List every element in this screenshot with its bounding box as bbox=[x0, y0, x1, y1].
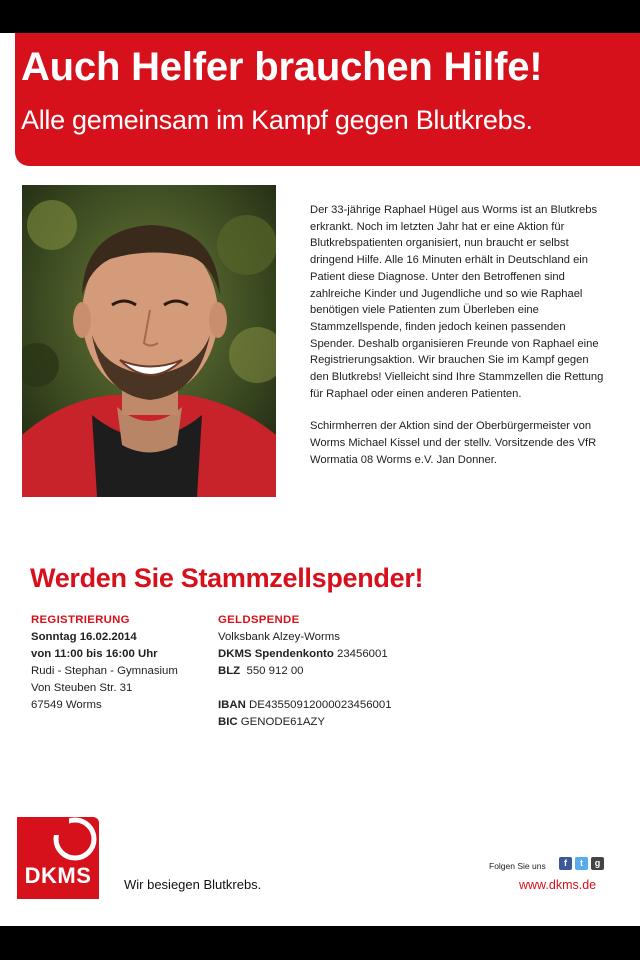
account-number: 23456001 bbox=[336, 648, 388, 660]
google-plus-icon[interactable]: g bbox=[591, 857, 604, 870]
logo-text: DKMS bbox=[24, 863, 92, 888]
story-text bbox=[310, 202, 610, 485]
blz-label: BLZ bbox=[218, 665, 241, 677]
facebook-icon[interactable]: f bbox=[559, 857, 572, 870]
header-banner bbox=[15, 33, 640, 166]
account-label: DKMS Spendenkonto bbox=[218, 648, 334, 660]
call-to-action-heading: Werden Sie Stammzellspender! bbox=[30, 563, 424, 593]
dkms-logo[interactable] bbox=[17, 817, 99, 899]
twitter-icon[interactable]: t bbox=[575, 857, 588, 870]
registration-street: Von Steuben Str. 31 bbox=[31, 682, 133, 694]
subheadline: Alle gemeinsam im Kampf gegen Blutkrebs. bbox=[21, 105, 533, 135]
flyer-page bbox=[0, 33, 640, 926]
headline: Auch Helfer brauchen Hilfe! bbox=[21, 45, 543, 89]
iban-value: DE43550912000023456001 bbox=[249, 699, 392, 711]
donation-account bbox=[218, 646, 448, 663]
registration-city: 67549 Worms bbox=[31, 699, 102, 711]
donation-blz bbox=[218, 663, 448, 680]
donation-bank: Volksbank Alzey-Worms bbox=[218, 631, 340, 643]
registration-heading: REGISTRIERUNG bbox=[31, 614, 130, 626]
story-paragraph-1: Der 33-jährige Raphael Hügel aus Worms ist an Blutkrebs erkrankt. Noch im letzten Jahr hat er eine Aktion für Blutkrebspatienten organisiert, nun braucht er selbst dringend Hilfe. Alle 16 Minuten erhält in Deutschland ein Patient diese Diagnose. Unter den Betroffenen sind zahlreiche Kinder und Jugendliche und so wie Raphael benötigen viele Patienten zum Überleben eine Stammzellspende, finden jedoch keinen passenden Spender. Deshalb organisieren Freunde von Raphael eine Registrierungsaktion. Wir brauchen Sie im Kampf gegen den Blutkrebs! Vielleicht sind Ihre Stammzellen die Rettung für Raphael oder einen anderen Patienten. bbox=[310, 204, 604, 400]
donation-iban bbox=[218, 697, 448, 714]
bic-label: BIC bbox=[218, 716, 238, 728]
story-paragraph-2: Schirmherren der Aktion sind der Oberbürgermeister von Worms Michael Kissel und der stellv. Vorsitzende des VfR Wormatia 08 Worms e.V. Jan Donner. bbox=[310, 420, 597, 466]
registration-date: Sonntag 16.02.2014 bbox=[31, 631, 137, 643]
donation-bic bbox=[218, 714, 448, 731]
blz-value: 550 912 00 bbox=[246, 665, 304, 677]
follow-us-label: Folgen Sie uns bbox=[489, 861, 546, 871]
portrait-photo bbox=[22, 185, 276, 497]
bic-value: GENODE61AZY bbox=[240, 716, 325, 728]
donation-heading: GELDSPENDE bbox=[218, 614, 300, 626]
donation-section bbox=[218, 612, 448, 731]
registration-section bbox=[31, 612, 206, 714]
iban-label: IBAN bbox=[218, 699, 246, 711]
registration-time: von 11:00 bis 16:00 Uhr bbox=[31, 648, 158, 660]
website-link[interactable]: www.dkms.de bbox=[519, 878, 597, 892]
tagline: Wir besiegen Blutkrebs. bbox=[124, 877, 262, 892]
registration-venue: Rudi - Stephan - Gymnasium bbox=[31, 665, 178, 677]
